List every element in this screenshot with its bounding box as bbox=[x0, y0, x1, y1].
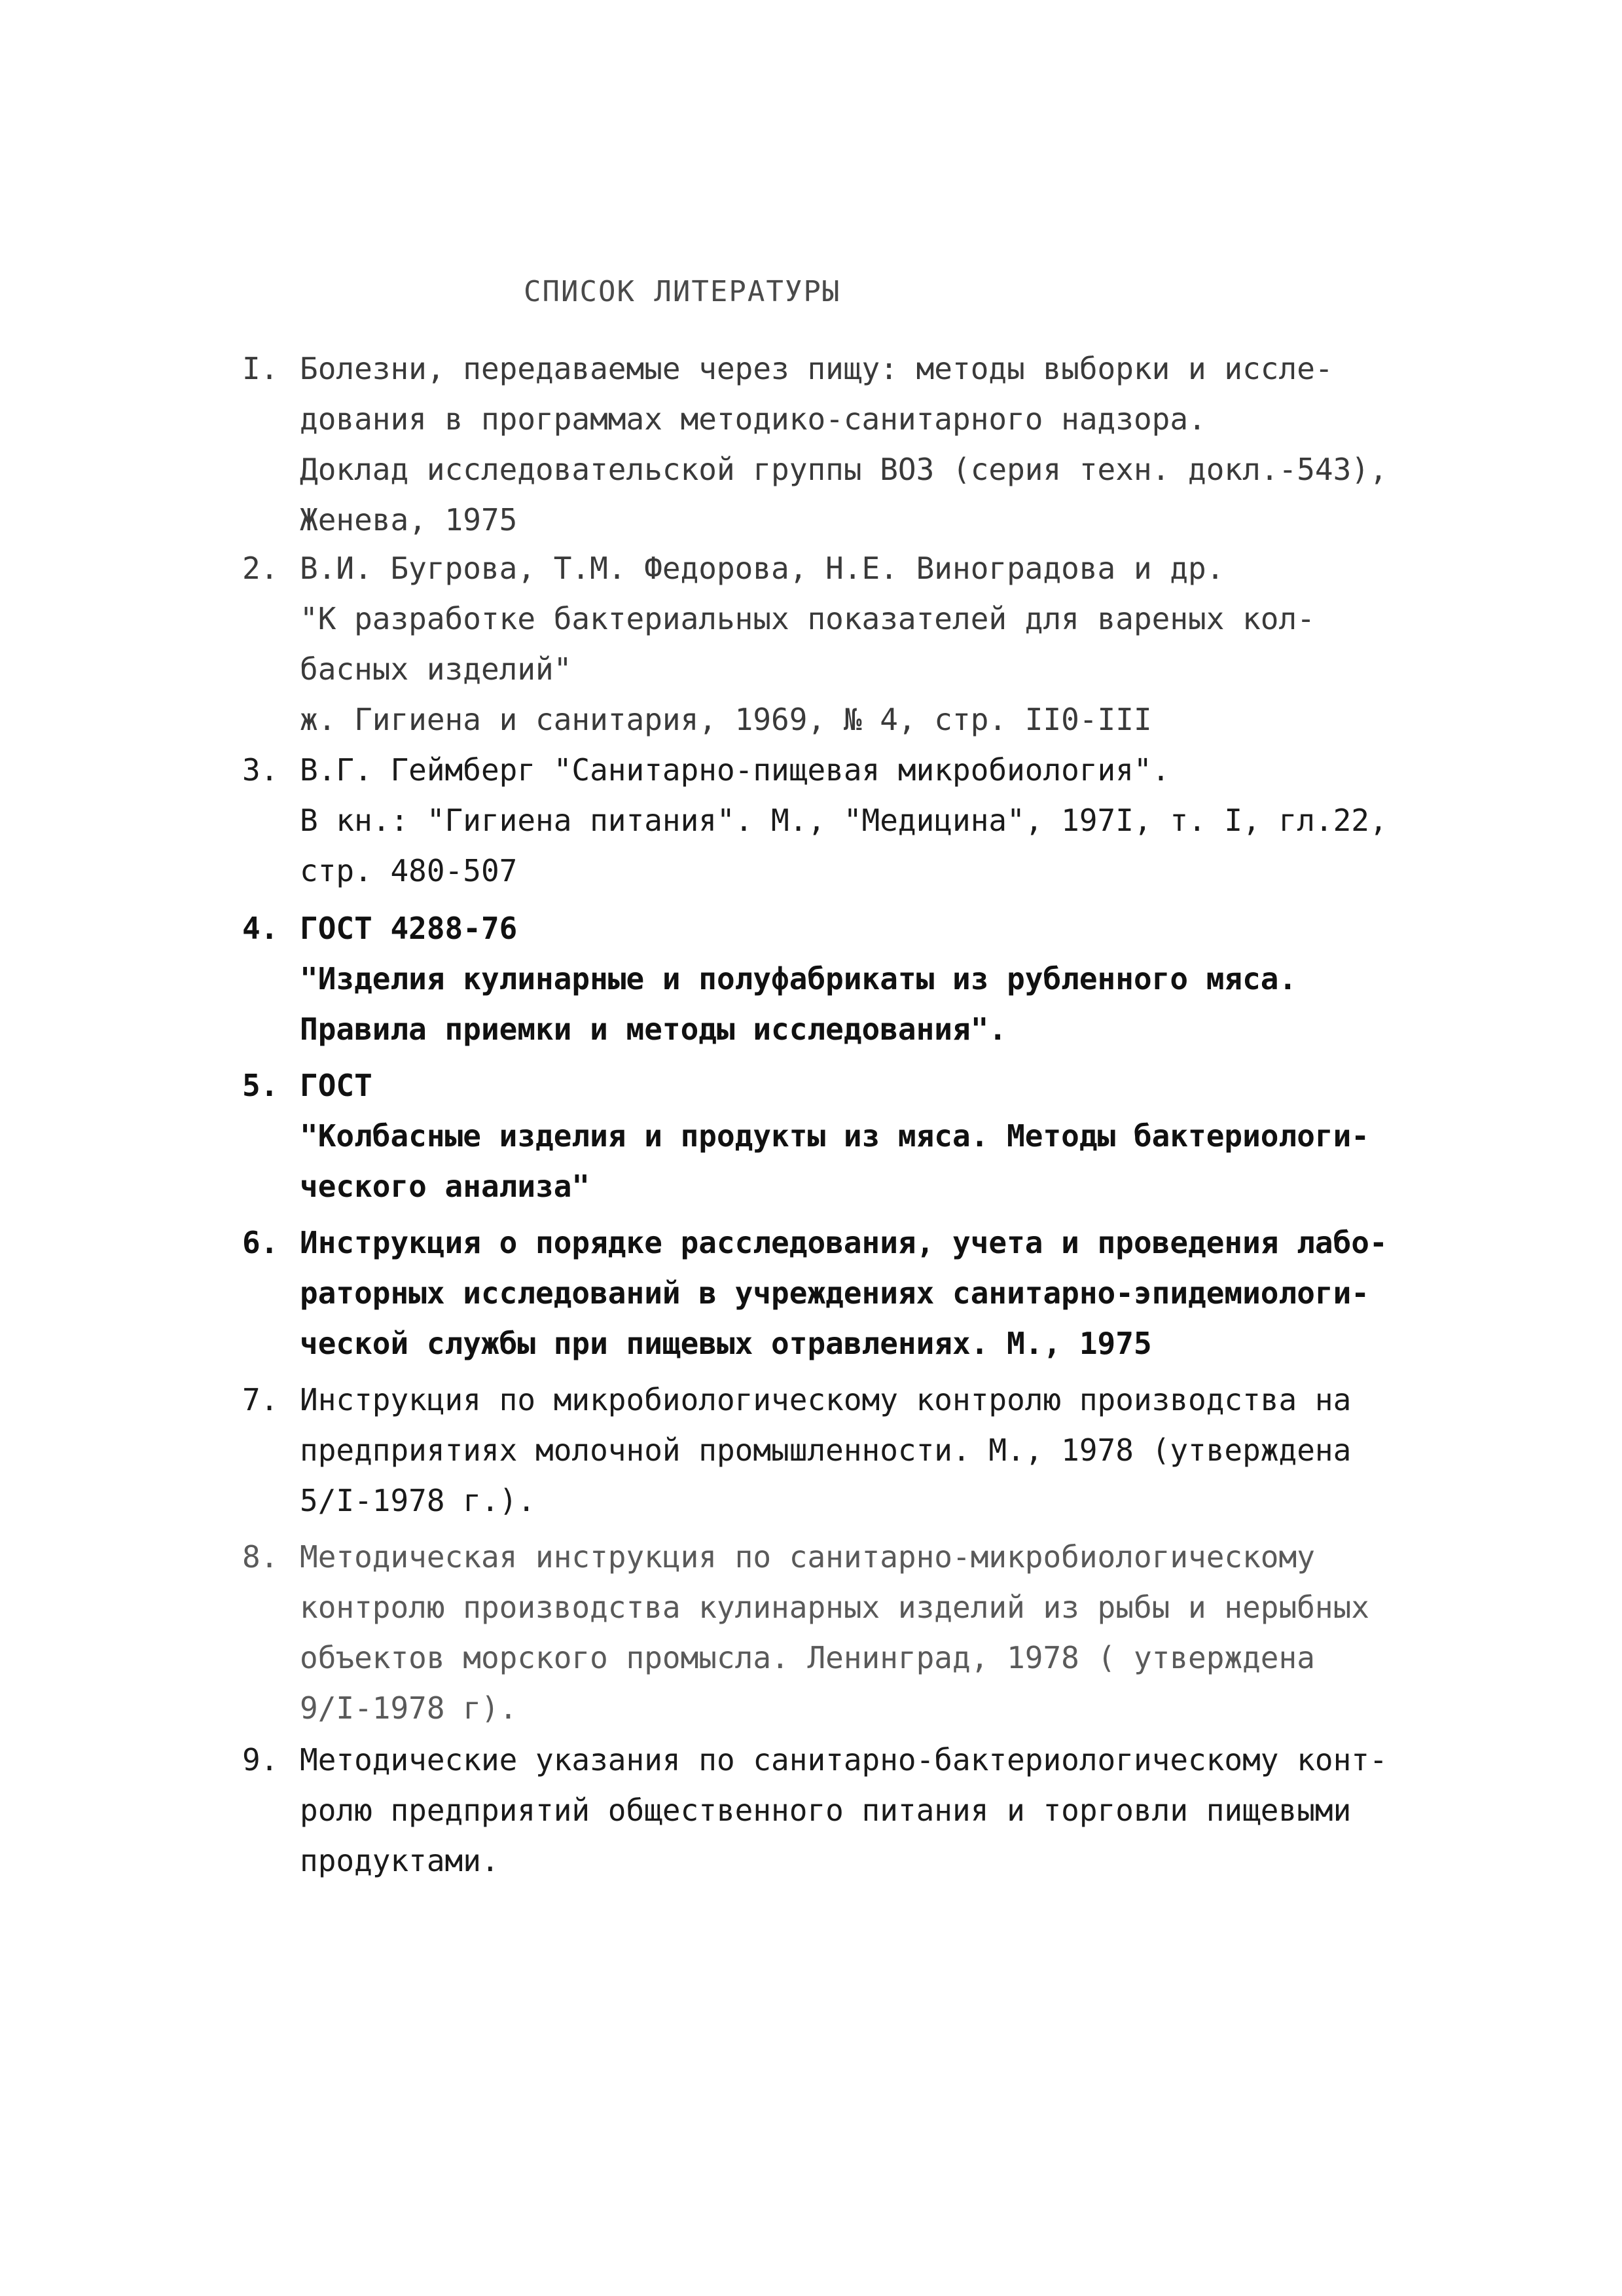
reference-number: 3. bbox=[242, 752, 279, 788]
reference-number: 5. bbox=[242, 1068, 279, 1103]
reference-text bbox=[300, 543, 1368, 745]
reference-number: 8. bbox=[242, 1539, 279, 1575]
reference-line: ческого анализа" bbox=[300, 1169, 590, 1204]
reference-text bbox=[300, 344, 1388, 545]
reference-number: 2. bbox=[242, 551, 279, 586]
reference-line: Инструкция по микробиологическому контролю производства на bbox=[300, 1382, 1352, 1417]
reference-line: В.Г. Геймберг "Санитарно-пищевая микробиология". bbox=[300, 752, 1170, 788]
reference-line: 9/I-1978 г). bbox=[300, 1690, 518, 1726]
reference-line: ж. Гигиена и санитария, 1969, № 4, стр. II0-III bbox=[300, 702, 1152, 737]
reference-line: Методическая инструкция по санитарно-микробиологическому bbox=[300, 1539, 1315, 1575]
reference-item bbox=[242, 903, 1368, 1055]
reference-item bbox=[242, 1735, 1388, 1886]
reference-line: Болезни, передаваемые через пищу: методы выборки и иссле- bbox=[300, 351, 1333, 386]
reference-line: басных изделий" bbox=[300, 651, 572, 687]
reference-line: предприятиях молочной промышленности. М., 1978 (утверждена bbox=[300, 1432, 1352, 1468]
reference-line: Инструкция о порядке расследования, учета и проведения лабо- bbox=[300, 1225, 1388, 1260]
reference-line: дования в программах методико-санитарного надзора. bbox=[300, 401, 1206, 437]
reference-line: "Колбасные изделия и продукты из мяса. Методы бактериологи- bbox=[300, 1118, 1369, 1154]
reference-line: раторных исследований в учреждениях санитарно-эпидемиологи- bbox=[300, 1275, 1369, 1311]
reference-item bbox=[242, 1375, 1368, 1526]
reference-line: ческой службы при пищевых отравлениях. М., 1975 bbox=[300, 1326, 1152, 1361]
reference-line: "Изделия кулинарные и полуфабрикаты из рубленного мяса. bbox=[300, 961, 1297, 996]
reference-line: В кн.: "Гигиена питания". М., "Медицина", 197I, т. I, гл.22, bbox=[300, 803, 1388, 838]
reference-line: продуктами. bbox=[300, 1843, 499, 1878]
reference-line: ГОСТ bbox=[300, 1068, 372, 1103]
reference-text bbox=[300, 1375, 1368, 1526]
reference-item bbox=[242, 1532, 1368, 1734]
reference-line: 5/I-1978 г.). bbox=[300, 1483, 536, 1518]
reference-item bbox=[242, 1218, 1388, 1369]
reference-item bbox=[242, 745, 1388, 896]
reference-text bbox=[300, 745, 1388, 896]
page-title: СПИСОК ЛИТЕРАТУРЫ bbox=[524, 275, 841, 308]
reference-line: ролю предприятий общественного питания и торговли пищевыми bbox=[300, 1793, 1352, 1828]
reference-number: 9. bbox=[242, 1742, 279, 1777]
reference-line: Методические указания по санитарно-бактериологическому конт- bbox=[300, 1742, 1388, 1777]
reference-number: I. bbox=[242, 351, 279, 386]
reference-line: "К разработке бактериальных показателей для вареных кол- bbox=[300, 601, 1315, 636]
reference-line: ГОСТ 4288-76 bbox=[300, 911, 518, 946]
reference-text bbox=[300, 1532, 1368, 1734]
reference-line: В.И. Бугрова, Т.М. Федорова, Н.Е. Виноградова и др. bbox=[300, 551, 1225, 586]
reference-number: 6. bbox=[242, 1225, 279, 1260]
reference-line: стр. 480-507 bbox=[300, 853, 518, 888]
reference-item bbox=[242, 344, 1388, 545]
reference-number: 7. bbox=[242, 1382, 279, 1417]
reference-line: объектов морского промысла. Ленинград, 1978 ( утверждена bbox=[300, 1640, 1315, 1675]
reference-line: Доклад исследовательской группы ВОЗ (серия техн. докл.-543), bbox=[300, 452, 1388, 487]
reference-line: Женева, 1975 bbox=[300, 502, 518, 538]
reference-text bbox=[300, 1218, 1388, 1369]
reference-item bbox=[242, 1061, 1368, 1212]
reference-text bbox=[300, 903, 1368, 1055]
reference-item bbox=[242, 543, 1368, 745]
reference-line: контролю производства кулинарных изделий из рыбы и нерыбных bbox=[300, 1590, 1369, 1625]
reference-text bbox=[300, 1061, 1368, 1212]
reference-number: 4. bbox=[242, 911, 279, 946]
reference-line: Правила приемки и методы исследования". bbox=[300, 1011, 1007, 1047]
reference-text bbox=[300, 1735, 1388, 1886]
